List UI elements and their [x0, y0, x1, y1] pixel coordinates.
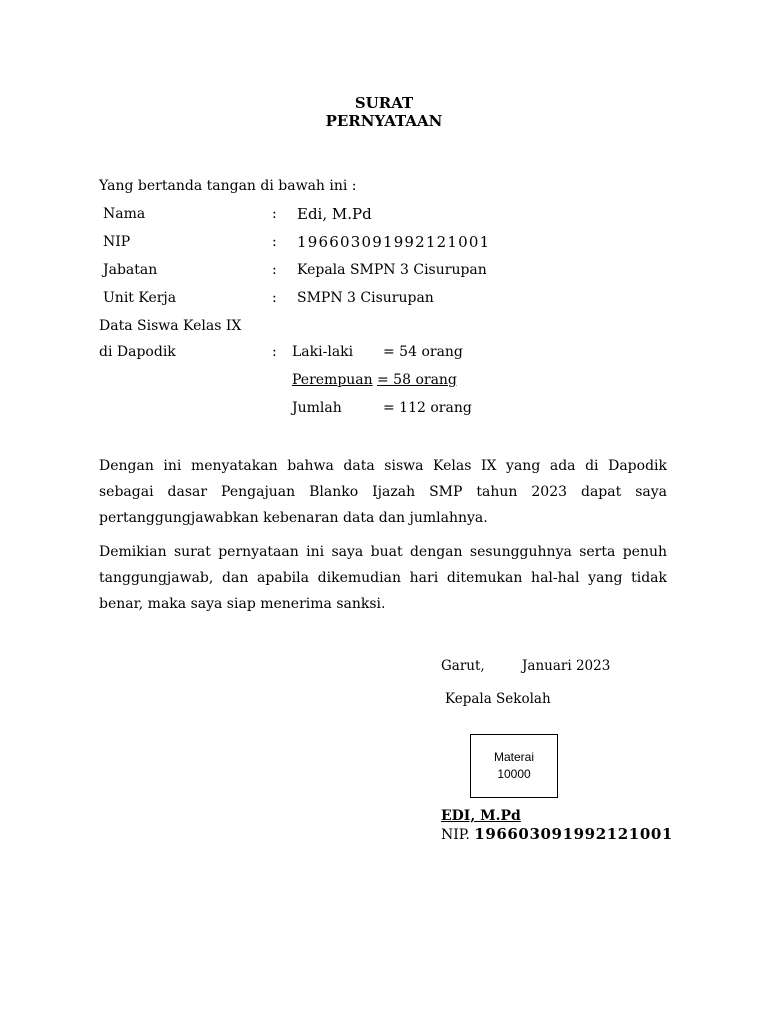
signatory-nip-label: NIP. [441, 827, 470, 843]
student-row-value-female: = 58 orang [377, 372, 457, 388]
student-row-value-total: = 112 orang [383, 400, 472, 416]
statement-paragraph: Dengan ini menyatakan bahwa data siswa Kelas IX yang ada di Dapodik sebagai dasar Pengajuan Blanko Ijazah SMP tahun 2023 dapat saya pertanggungjawabkan kebenaran data dan jumlahnya. [99, 458, 667, 526]
identity-value-position: Kepala SMPN 3 Cisurupan [297, 262, 487, 278]
identity-label-position: Jabatan [103, 262, 158, 278]
signatory-name: EDI, M.Pd [441, 808, 521, 824]
title-line-1: SURAT [354, 94, 414, 112]
signatory-nip-value: 196603091992121001 [474, 825, 673, 843]
materai-stamp-box [470, 734, 558, 798]
student-row-label-male: Laki-laki [292, 344, 354, 360]
identity-value-unit: SMPN 3 Cisurupan [297, 290, 434, 306]
materai-value: 10000 [497, 767, 531, 781]
student-label-line-1: Data Siswa Kelas IX [99, 318, 242, 334]
signature-place: Garut, [441, 658, 485, 674]
student-sep: : [272, 344, 277, 360]
identity-sep-name: : [272, 206, 277, 222]
student-label-line-2: di Dapodik [99, 344, 176, 360]
identity-value-nip: 196603091992121001 [297, 233, 491, 251]
signature-position: Kepala Sekolah [445, 691, 551, 707]
identity-label-unit: Unit Kerja [103, 290, 177, 306]
identity-label-name: Nama [103, 206, 146, 222]
intro-text: Yang bertanda tangan di bawah ini : [99, 178, 357, 194]
student-row-label-total: Jumlah [292, 400, 342, 416]
identity-sep-unit: : [272, 290, 277, 306]
title-line-2: PERNYATAAN [325, 112, 443, 130]
student-row-label-female: Perempuan [292, 372, 373, 388]
identity-label-nip: NIP [103, 234, 131, 250]
signatory-nip [441, 825, 673, 843]
materai-label: Materai [493, 750, 534, 764]
identity-value-name: Edi, M.Pd [297, 205, 372, 223]
student-row-value-male: = 54 orang [383, 344, 463, 360]
identity-sep-position: : [272, 262, 277, 278]
signature-date: Januari 2023 [522, 658, 611, 674]
closing-paragraph: Demikian surat pernyataan ini saya buat dengan sesungguhnya serta penuh tanggungjawab, dan apabila dikemudian hari ditemukan hal-hal yang tidak benar, maka saya siap menerima sanksi. [99, 544, 667, 612]
identity-sep-nip: : [272, 234, 277, 250]
